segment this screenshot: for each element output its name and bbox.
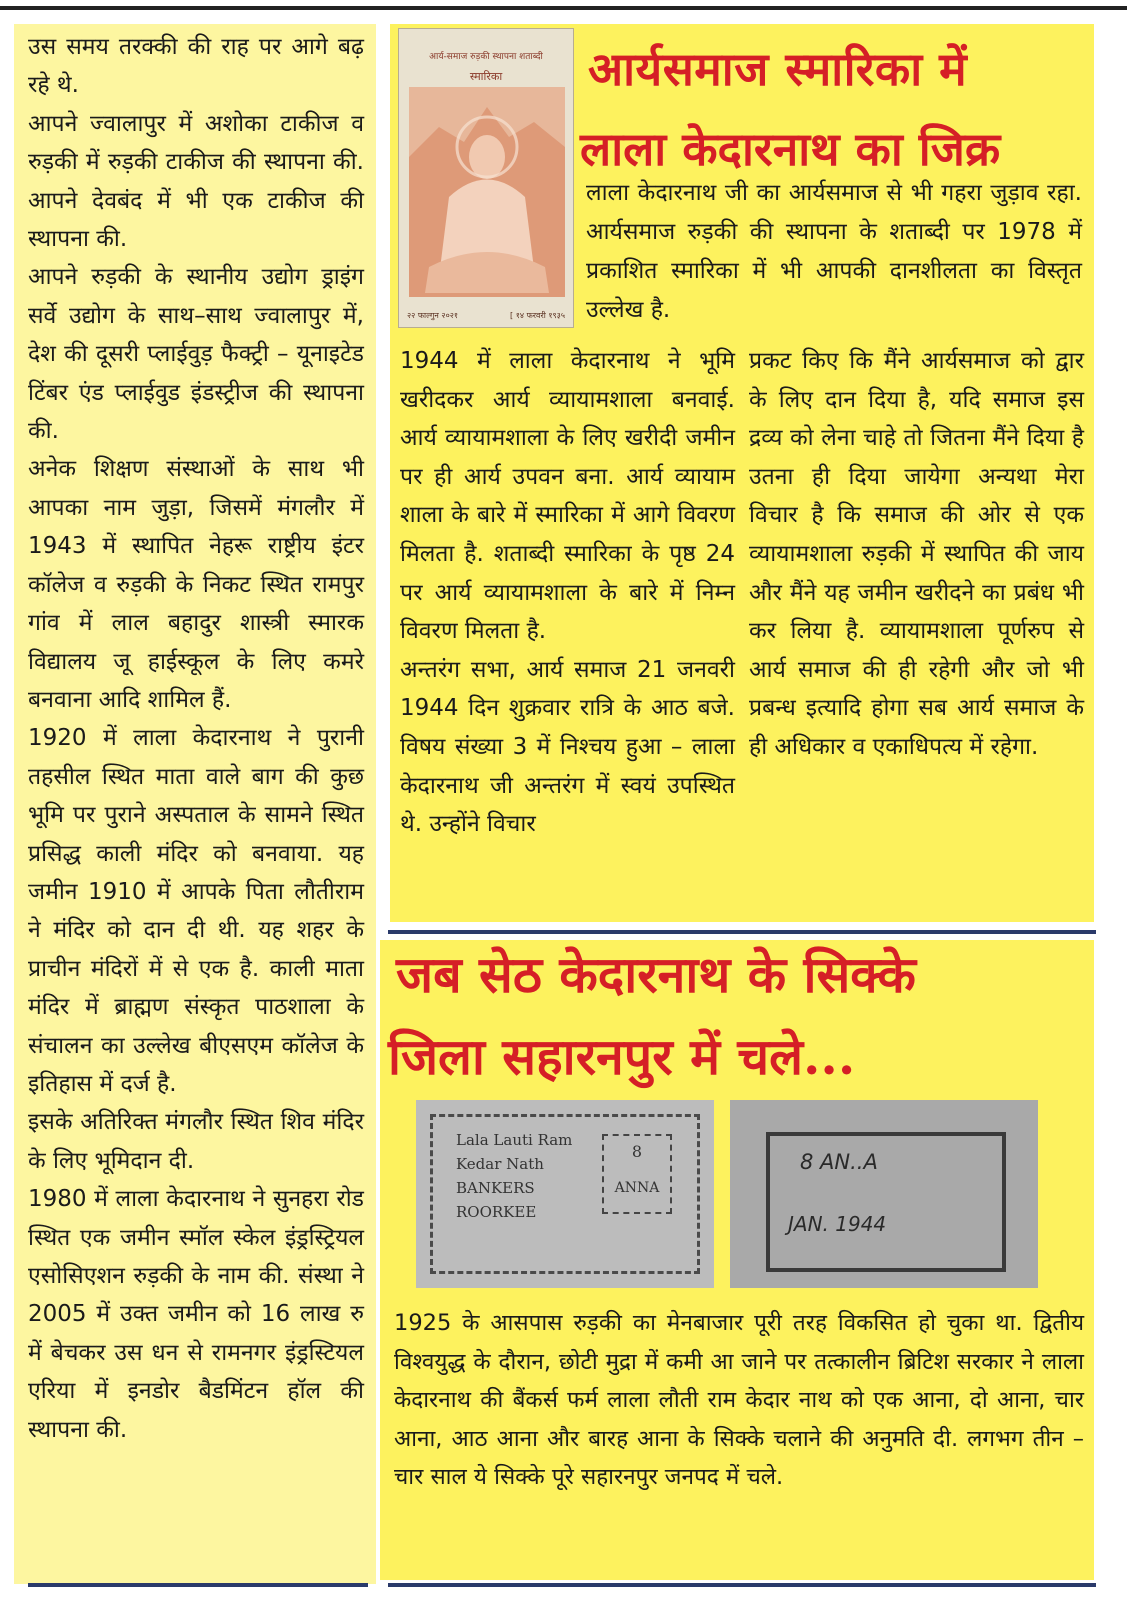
left-column	[14, 24, 376, 1584]
left-paragraph: उस समय तरक्की की राह पर आगे बढ़ रहे थे.	[28, 34, 364, 99]
article1-paragraph: 1944 में लाला केदारनाथ ने भूमि खरीदकर आर्य व्यायामशाला बनवाई. आर्य व्यायामशाला के लिए खरीदी जमीन पर ही आर्य उपवन बना. आर्य व्यायाम शाला के बारे में स्मारिका में आगे विवरण मिलता है. शताब्दी स्मारिका के पृष्ठ 24 पर आर्य व्यायामशाला के बारे में निम्न विवरण मिलता है.	[400, 348, 735, 645]
coin-front-unit: ANNA	[614, 1180, 660, 1196]
book-cover-footer-left: २२ फाल्गुन २०२१	[407, 311, 459, 320]
article2-headline-line1: जब सेठ केदारनाथ के सिक्के	[396, 945, 916, 1004]
left-paragraph: 1980 में लाला केदारनाथ ने सुनहरा रोड स्थित एक जमीन स्मॉल स्केल इंड्रस्ट्रियल एसोसिएशन रुड़की के नाम की. संस्था ने 2005 में उक्त जमीन को 16 लाख रु में बेचकर उस धन से रामनगर इंड्रस्टियल एरिया में इनडोर बैडमिंटन हॉल की स्थापना की.	[28, 1186, 364, 1443]
bottom-rule-left	[28, 1583, 368, 1587]
left-paragraph: आपने ज्वालापुर में अशोका टाकीज व रुड़की में रुड़की टाकीज की स्थापना की. आपने देवबंद में भी एक टाकीज की स्थापना की.	[28, 110, 364, 253]
article1-paragraph: अन्तरंग सभा, आर्य समाज 21 जनवरी 1944 दिन शुक्रवार रात्रि के आठ बजे. विषय संख्या 3 में निश्चय हुआ – लाला केदारनाथ जी अन्तरंग में स्वयं उपस्थित थे. उन्होंने विचार	[400, 656, 735, 838]
article1-paragraph: प्रकट किए कि मैंने आर्यसमाज को द्वार के लिए दान दिया है, यदि समाज इस द्रव्य को लेना चाहे तो जितना मैंने दिया है उतना ही दिया जायेगा अन्यथा मेरा विचार है कि समाज की ओर से एक व्यायामशाला रुड़की में स्थापित की जाय और मैंने यह जमीन खरीदने का प्रबंध भी कर लिया है. व्यायामशाला पूर्णरुप से आर्य समाज की ही रहेगी और जो भी प्रबन्ध इत्यादि होगा सब आर्य समाज के ही अधिकार व एकाधिपत्य में रहेगा.	[749, 348, 1084, 760]
article1-column-1	[400, 342, 735, 844]
arya-samaj-article	[390, 24, 1094, 922]
book-cover-top-line: आर्य-समाज रुड़की स्थापना शताब्दी	[429, 52, 543, 62]
left-paragraph: इसके अतिरिक्त मंगलौर स्थित शिव मंदिर के लिए भूमिदान दी.	[28, 1109, 364, 1174]
article2-headline-line2: जिला सहारनपुर में चले...	[388, 1027, 856, 1086]
top-rule	[0, 6, 1127, 10]
coin-front-line: ROORKEE	[456, 1203, 537, 1221]
left-paragraph: अनेक शिक्षण संस्थाओं के साथ भी आपका नाम जुड़ा, जिसमें मंगलौर में 1943 में स्थापित नेहरू राष्ट्रीय इंटर कॉलेज व रुड़की के निकट स्थित रामपुर गांव में लाल बहादुर शास्त्री स्मारक विद्यालय जू हाईस्कूल के लिए कमरे बनवाना आदि शामिल हैं.	[28, 456, 364, 713]
smarika-book-cover	[398, 28, 574, 328]
article1-headline-line2: लाला केदारनाथ का जिक्र	[580, 122, 1001, 176]
coin-front-value-box	[602, 1134, 672, 1214]
article1-body	[400, 342, 1084, 844]
coin-front-inscription	[456, 1128, 572, 1224]
book-cover-title: स्मारिका	[469, 70, 503, 83]
coins-article	[380, 940, 1094, 1580]
left-paragraph: 1920 में लाला केदारनाथ ने पुरानी तहसील स्थित माता वाले बाग की कुछ भूमि पर पुराने अस्पताल के सामने स्थित प्रसिद्ध काली मंदिर को बनवाया. यह जमीन 1910 में आपके पिता लौतीराम ने मंदिर को दान दी थी. यह शहर के प्राचीन मंदिरों में से एक है. काली माता मंदिर में ब्राह्मण संस्कृत पाठशाला के संचालन का उल्लेख बीएसएम कॉलेज के इतिहास में दर्ज है.	[28, 725, 364, 1097]
coin-back-border	[766, 1132, 1006, 1272]
coin-back-date: JAN. 1944	[788, 1212, 887, 1236]
coin-photo-back	[730, 1100, 1038, 1288]
coin-back-value: 8 AN..A	[800, 1150, 878, 1174]
article1-intro: लाला केदारनाथ जी का आर्यसमाज से भी गहरा जुड़ाव रहा. आर्यसमाज रुड़की की स्थापना के शताब्दी पर 1978 में प्रकाशित स्मारिका में भी आपकी दानशीलता का विस्तृत उल्लेख है.	[586, 180, 1082, 323]
left-column-text	[14, 24, 376, 1449]
coin-front-value: 8	[631, 1142, 643, 1161]
book-cover-footer-right: [ १४ फरवरी १९३५	[510, 311, 565, 320]
bottom-rule-right	[388, 1583, 1096, 1587]
coin-photo-front	[416, 1100, 714, 1288]
book-cover-footer	[399, 310, 573, 321]
article1-column-2	[749, 342, 1084, 844]
left-paragraph: आपने रुड़की के स्थानीय उद्योग ड्राइंग सर्वे उद्योग के साथ–साथ ज्वालापुर में, देश की दूसरी प्लाईवुड़ फैक्ट्री – यूनाइटेड टिंबर एंड प्लाईवुड इंडस्ट्रीज की स्थापना की.	[28, 264, 364, 445]
coin-front-line: BANKERS	[456, 1179, 535, 1197]
article2-paragraph: 1925 के आसपास रुड़की का मेनबाजार पूरी तरह विकसित हो चुका था. द्वितीय विश्वयुद्ध के दौरान, छोटी मुद्रा में कमी आ जाने पर तत्कालीन ब्रिटिश सरकार ने लाला केदारनाथ की बैंकर्स फर्म लाला लौती राम केदार नाथ को एक आना, दो आना, चार आना, आठ आना और बारह आना के सिक्के चलाने की अनुमति दी. लगभग तीन – चार साल ये सिक्के पूरे सहारनपुर जनपद में चले.	[394, 1310, 1084, 1490]
section-divider	[388, 930, 1096, 934]
article1-headline-line1: आर्यसमाज स्मारिका में	[588, 42, 968, 96]
coin-front-line: Kedar Nath	[456, 1155, 544, 1173]
seated-figure-illustration	[409, 87, 565, 297]
coin-front-line: Lala Lauti Ram	[456, 1131, 573, 1149]
